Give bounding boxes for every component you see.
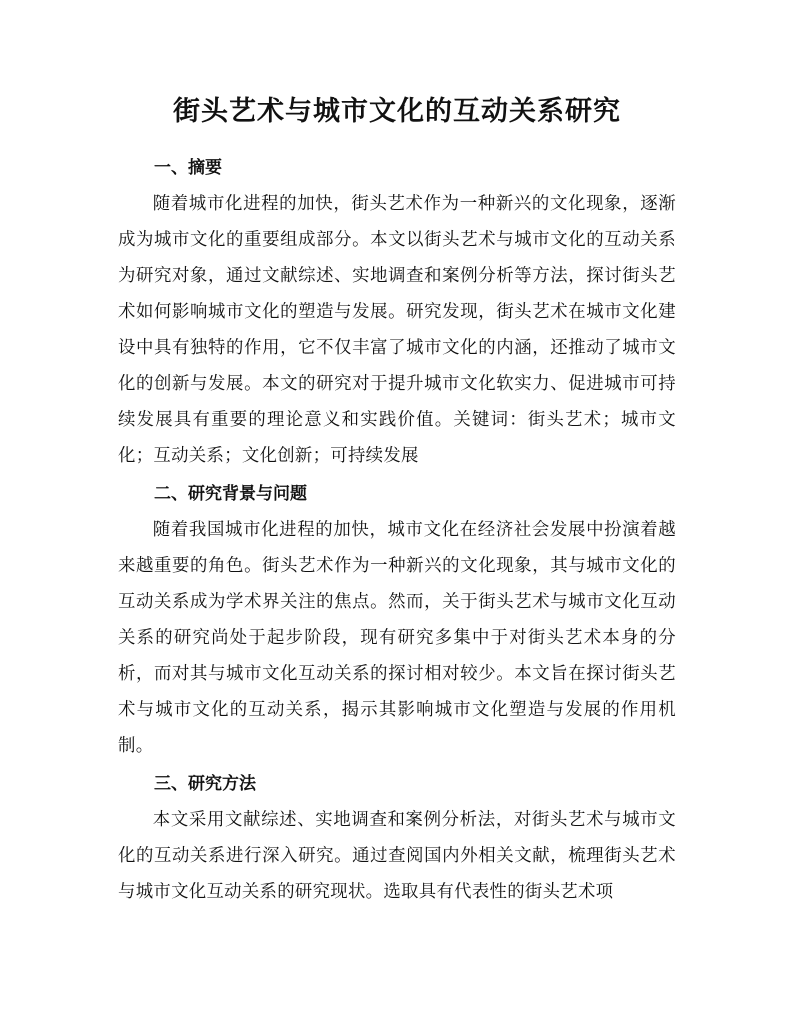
section-heading: 二、研究背景与问题 [154, 484, 307, 504]
section-body: 本文采用文献综述、实地调查和案例分析法，对街头艺术与城市文化的互动关系进行深入研究。通过查阅国内外相关文献，梳理街头艺术与城市文化互动关系的研究现状。选取具有代表性的街头艺术项 [118, 810, 676, 902]
section-heading: 一、摘要 [154, 158, 222, 178]
section-body: 随着我国城市化进程的加快，城市文化在经济社会发展中扮演着越来越重要的角色。街头艺术作为一种新兴的文化现象，其与城市文化的互动关系成为学术界关注的焦点。然而，关于街头艺术与城市文化互动关系的研究尚处于起步阶段，现有研究多集中于对街头艺术本身的分析，而对其与城市文化互动关系的探讨相对较少。本文旨在探讨街头艺术与城市文化的互动关系，揭示其影响城市文化塑造与发展的作用机制。 [118, 520, 676, 756]
section-background [118, 476, 676, 764]
document-title: 街头艺术与城市文化的互动关系研究 [173, 96, 621, 127]
section-heading: 三、研究方法 [154, 774, 256, 794]
section-abstract [118, 150, 676, 474]
section-methods [118, 766, 676, 910]
section-body: 随着城市化进程的加快，街头艺术作为一种新兴的文化现象，逐渐成为城市文化的重要组成部分。本文以街头艺术与城市文化的互动关系为研究对象，通过文献综述、实地调查和案例分析等方法，探讨街头艺术如何影响城市文化的塑造与发展。研究发现，街头艺术在城市文化建设中具有独特的作用，它不仅丰富了城市文化的内涵，还推动了城市文化的创新与发展。本文的研究对于提升城市文化软实力、促进城市可持续发展具有重要的理论意义和实践价值。关键词：街头艺术；城市文化；互动关系；文化创新；可持续发展 [118, 194, 676, 466]
